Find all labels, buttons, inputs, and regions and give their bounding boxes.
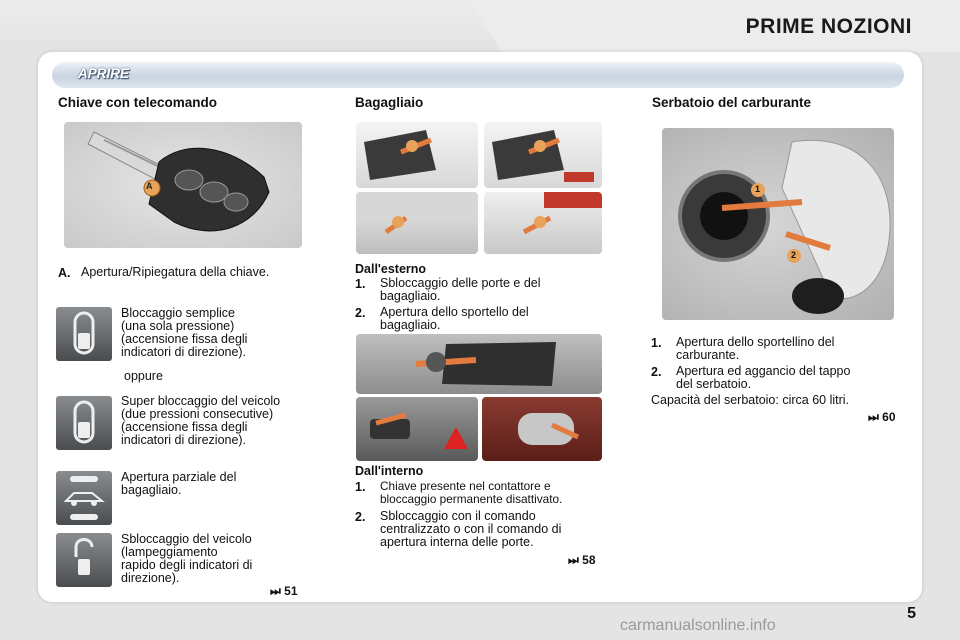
key-caption: Apertura/Ripiegatura della chiave.: [81, 265, 270, 279]
section-bar: [52, 62, 904, 88]
int-item-1-num: 1.: [355, 480, 366, 494]
item-trunk-text: Apertura parziale del bagagliaio.: [121, 470, 237, 497]
callout-two: 2: [791, 250, 797, 260]
item-superlock-text: Super bloccaggio del veicolo (due pressioni consecutive) (accensione fissa degli indicatori di direzione).: [121, 394, 281, 447]
callout-one: 1: [755, 184, 761, 194]
item-unlock-text: Sbloccaggio del veicolo (lampeggiamento rapido degli indicatori di direzione).: [121, 532, 253, 585]
forward-icon: ⏭: [568, 553, 579, 567]
key-in-ignition-photo: [356, 334, 602, 394]
page-title: PRIME NOZIONI: [745, 15, 912, 38]
page-ref-60[interactable]: [868, 410, 896, 425]
ext-item-2-text: Apertura dello sportello del bagagliaio.: [380, 305, 529, 332]
ext-item-2-num: 2.: [355, 306, 366, 320]
item-lock-text: Bloccaggio semplice (una sola pressione) (accensione fissa degli indicatori di direzione).: [121, 306, 248, 359]
col2-heading: Bagagliaio: [355, 95, 424, 110]
int-item-2-text: Sbloccaggio con il comando centralizzato o con il comando di apertura interna delle porte.: [380, 509, 562, 549]
watermark: carmanualsonline.info: [620, 617, 776, 634]
fuel-item-2-num: 2.: [651, 365, 662, 379]
key-photo: [64, 122, 302, 248]
car-trunk-icon: [56, 471, 112, 525]
page-ref-number: 60: [882, 410, 896, 424]
page-ref-number: 51: [284, 584, 298, 598]
int-item-2-num: 2.: [355, 510, 366, 524]
key-callout-a: A: [146, 181, 153, 191]
fuel-item-1-num: 1.: [651, 336, 662, 350]
fuel-item-1-text: Apertura dello sportellino del carburante.: [676, 335, 835, 362]
fuel-item-2-text: Apertura ed aggancio del tappo del serbatoio.: [676, 364, 851, 391]
col3-heading: Serbatoio del carburante: [652, 95, 812, 110]
page-ref-51[interactable]: [270, 584, 298, 599]
or-text: oppure: [124, 369, 163, 383]
lock-icon: [56, 307, 112, 361]
trunk-photo-1: [356, 192, 478, 254]
fuel-cap-photo: [662, 128, 894, 320]
interior-title: Dall'interno: [355, 464, 424, 478]
forward-icon: ⏭: [868, 410, 879, 424]
int-item-1-text: Chiave presente nel contattore e bloccaggio permanente disattivato.: [380, 479, 563, 506]
unlock-icon: [56, 533, 112, 587]
lock-icon: [56, 396, 112, 450]
forward-icon: ⏭: [270, 584, 281, 598]
col1-heading: Chiave con telecomando: [58, 95, 218, 110]
ext-item-1-num: 1.: [355, 277, 366, 291]
caption-letter: A.: [58, 266, 71, 280]
fuel-capacity: Capacità del serbatoio: circa 60 litri.: [651, 393, 850, 407]
exterior-title: Dall'esterno: [355, 262, 427, 276]
ext-item-1-text: Sbloccaggio delle porte e del bagagliaio.: [380, 276, 541, 303]
page-ref-58[interactable]: [568, 553, 596, 568]
central-lock-photo: [356, 397, 478, 461]
section-label: APRIRE: [78, 66, 130, 81]
page-ref-number: 58: [582, 553, 596, 567]
key-press-photo-1: [356, 122, 478, 188]
door-handle-photo: [482, 397, 602, 461]
key-press-photo-2: [484, 122, 602, 188]
trunk-photo-2: [484, 192, 602, 254]
page-number: 5: [907, 605, 916, 622]
